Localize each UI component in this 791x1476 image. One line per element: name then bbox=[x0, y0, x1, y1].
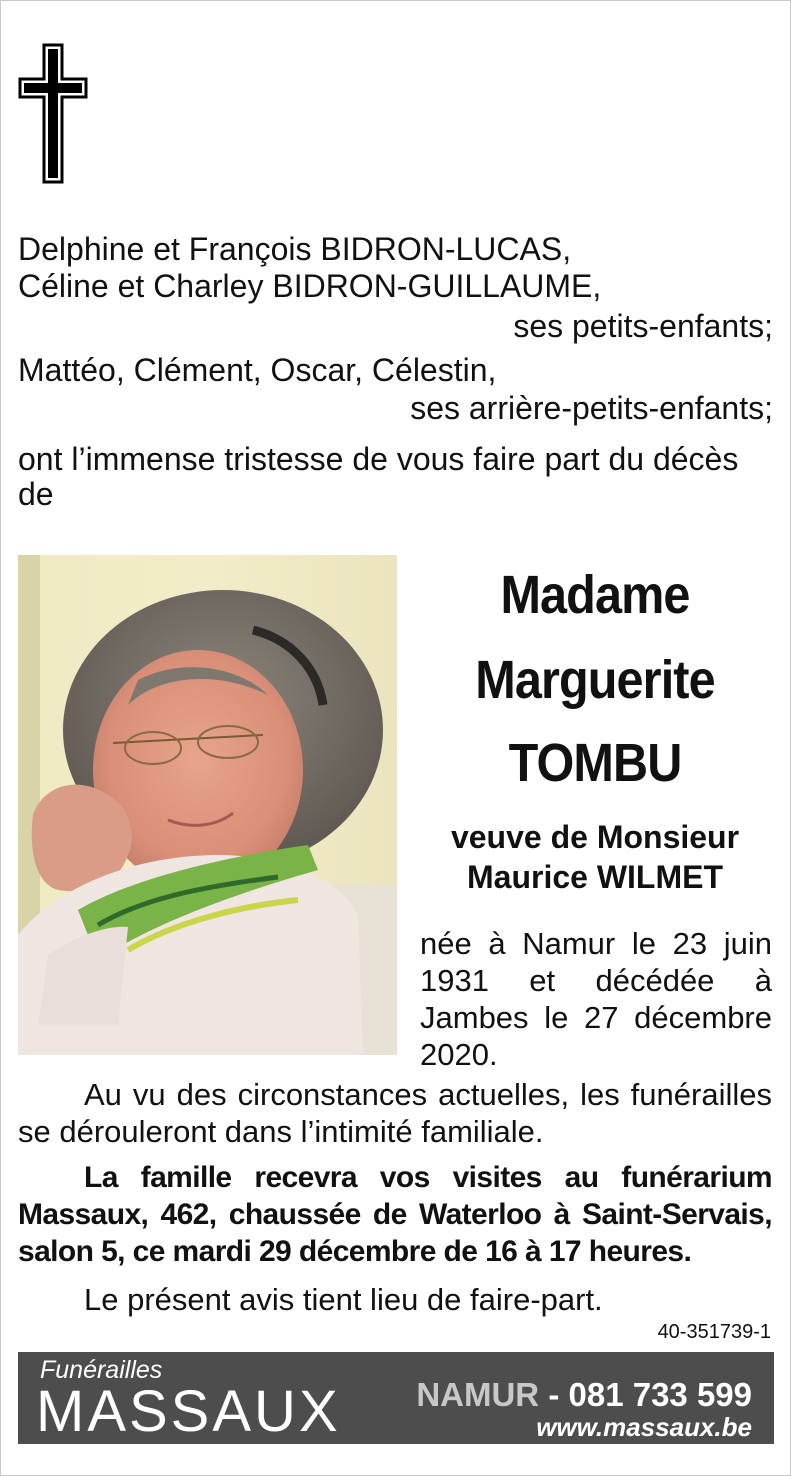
announcement-line-end: de bbox=[18, 476, 54, 512]
birth-death-text: née à Namur le 23 juin 1931 et décédée à Jambes le 27 décembre 2020. bbox=[420, 926, 772, 1072]
family-line-1: Delphine et François BIDRON-LUCAS, bbox=[18, 231, 572, 267]
latin-cross-icon bbox=[18, 43, 88, 184]
family-line-3: Mattéo, Clément, Oscar, Célestin, bbox=[18, 352, 497, 388]
deceased-last-name: TOMBU bbox=[508, 733, 682, 793]
deceased-title: Madame bbox=[500, 565, 690, 625]
family-line-2: Céline et Charley BIDRON-GUILLAUME, bbox=[18, 268, 602, 304]
family-relation-1: ses petits-enfants; bbox=[513, 308, 773, 344]
portrait-photo bbox=[18, 555, 397, 1055]
widow-line-2: Maurice WILMET bbox=[466, 859, 723, 895]
reference-number: 40-351739-1 bbox=[657, 1321, 771, 1343]
funeral-paragraph: Au vu des circonstances actuelles, les funérailles se dérouleront dans l’intimité familiale. bbox=[18, 1077, 772, 1149]
funeral-home-banner bbox=[18, 1352, 774, 1444]
announcement-line: ont l’immense tristesse de vous faire part du décès bbox=[18, 441, 739, 477]
widow-line-1: veuve de Monsieur bbox=[450, 819, 740, 855]
deceased-first-name: Marguerite bbox=[475, 650, 715, 710]
banner-subtitle: Funérailles bbox=[40, 1356, 163, 1384]
family-relation-2: ses arrière-petits-enfants; bbox=[410, 390, 773, 426]
banner-phone[interactable]: 081 733 599 bbox=[568, 1376, 752, 1413]
banner-city: NAMUR bbox=[416, 1376, 540, 1413]
banner-contact bbox=[416, 1376, 752, 1414]
banner-separator: - bbox=[539, 1376, 569, 1413]
visits-paragraph: La famille recevra vos visites au funérarium Massaux, 462, chaussée de Waterloo à Saint-Servais, salon 5, ce mardi 29 décembre de 16 à 17 heures. bbox=[18, 1161, 772, 1268]
notice-paragraph: Le présent avis tient lieu de faire-part. bbox=[84, 1282, 603, 1317]
banner-website[interactable]: www.massaux.be bbox=[536, 1412, 752, 1442]
banner-brand: MASSAUX bbox=[36, 1379, 341, 1444]
